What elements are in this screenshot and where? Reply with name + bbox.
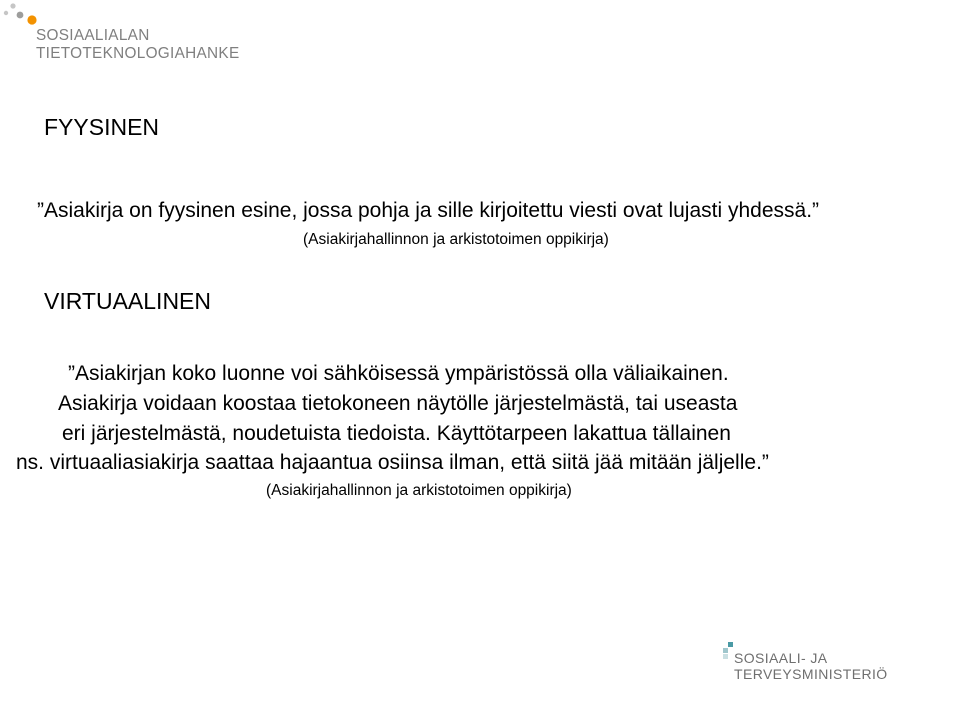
quote-virtuaalinen-line-2: Asiakirja voidaan koostaa tietokoneen näytölle järjestelmästä, tai useasta [58, 392, 738, 415]
quote-virtuaalinen-line-3: eri järjestelmästä, noudetuista tiedoista. Käyttötarpeen lakattua tällainen [62, 422, 731, 445]
logo-line-1: SOSIAALIALAN [36, 27, 150, 44]
heading-fyysinen: FYYSINEN [44, 114, 160, 140]
footer-logo-line-2: TERVEYSMINISTERIÖ [734, 666, 888, 682]
source-fyysinen: (Asiakirjahallinnon ja arkistotoimen oppikirja) [303, 231, 609, 248]
quote-virtuaalinen-line-4: ns. virtuaaliasiakirja saattaa hajaantua osiinsa ilman, että siitä jää mitään jäljelle.” [16, 451, 769, 474]
sosiaali-ja-terveysministerio-logo [712, 636, 892, 686]
logo-square-icon [723, 654, 728, 659]
logo-dots-icon [0, 0, 40, 30]
heading-virtuaalinen: VIRTUAALINEN [44, 288, 212, 314]
logo-line-2: TIETOTEKNOLOGIAHANKE [36, 45, 240, 62]
logo-square-icon [723, 648, 728, 653]
logo-square-icon [728, 642, 733, 647]
source-virtuaalinen: (Asiakirjahallinnon ja arkistotoimen oppikirja) [266, 482, 572, 499]
quote-fyysinen: ”Asiakirja on fyysinen esine, jossa pohja ja sille kirjoitettu viesti ovat lujasti yhdessä.” [37, 199, 820, 222]
footer-logo-line-1: SOSIAALI- JA [734, 650, 828, 666]
quote-virtuaalinen-line-1: ”Asiakirjan koko luonne voi sähköisessä ympäristössä olla väliaikainen. [68, 362, 729, 385]
sosiaalialan-tietoteknologiahanke-logo [0, 0, 260, 70]
